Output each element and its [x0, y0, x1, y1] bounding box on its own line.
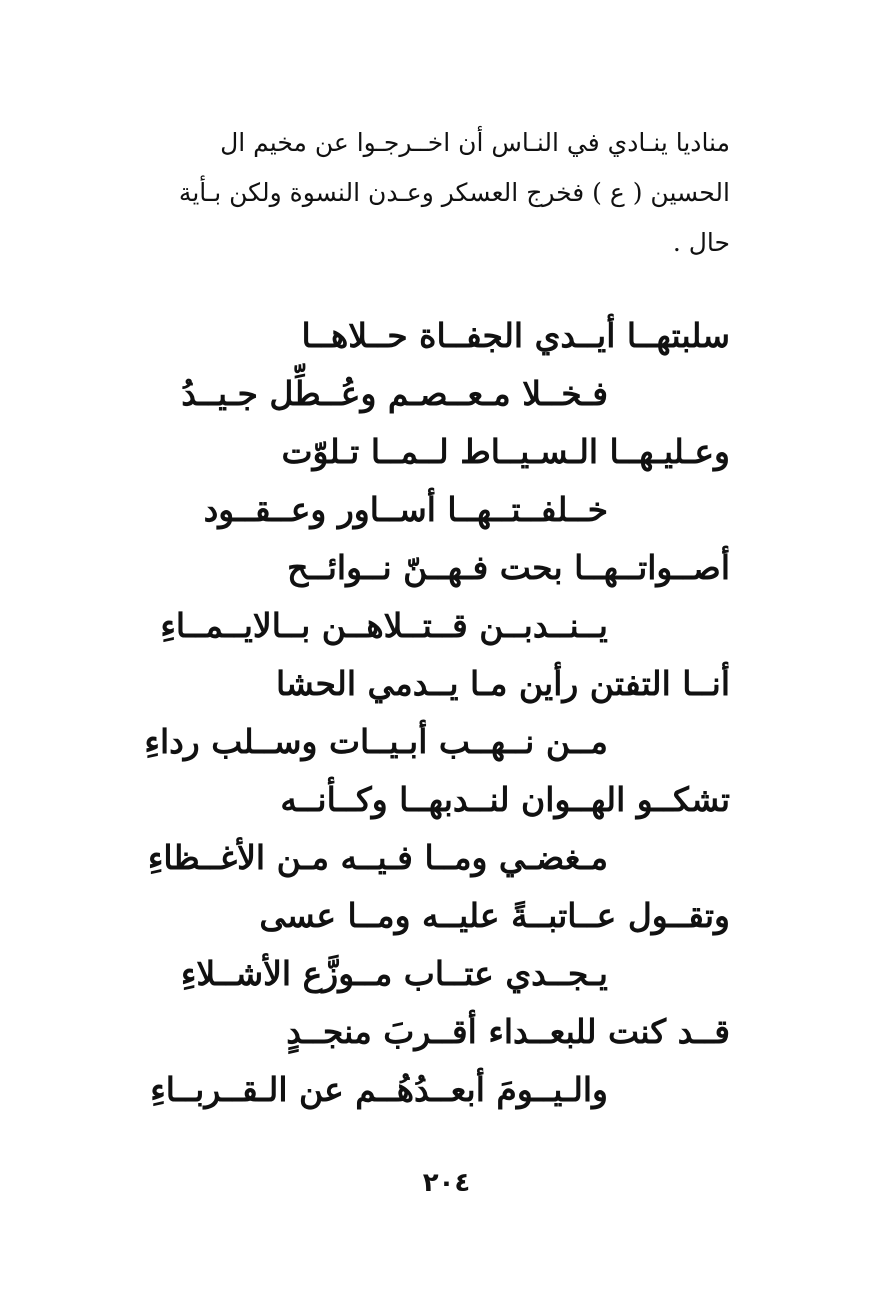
prose-line: مناديا ينـادي في النـاس أن اخــرجـوا عن مخيم ال	[220, 128, 730, 157]
prose-line: حال .	[672, 228, 730, 257]
verse-line: قــد كنت للبعــداء أقــربَ منجــدٍ	[286, 1012, 730, 1051]
prose-paragraph	[118, 118, 730, 268]
verse-line: مـغضـي ومــا فـيــه مـن الأغــظاءِ	[147, 838, 608, 877]
verse-line: خــلفــتــهــا أســاور وعــقــود	[203, 490, 608, 529]
page-number: ٢٠٤	[422, 1168, 471, 1198]
verse-line: وتقــول عــاتبــةً عليــه ومــا عسى	[259, 896, 730, 935]
verse-line: أنــا التفتن رأين مـا يــدمي الحشا	[276, 664, 730, 703]
verse-line: وعـليـهــا الـسـيــاط لــمــا تـلوّت	[281, 432, 730, 471]
verse-line: والـيــومَ أبعــدُهُــم عن الـقــربــاءِ	[150, 1070, 608, 1109]
verse-line: فـخــلا مـعــصـم وعُــطِّل جـيــدُ	[181, 374, 608, 413]
verse-line: يــنــدبــن قــتــلاهــن بــالايــمــاءِ	[160, 606, 608, 645]
verse-line: أصــواتــهــا بحت فـهــنّ نــوائــح	[287, 548, 730, 587]
prose-line: الحسين ( ع ) فخرج العسكر وعـدن النسوة ولكن بـأية	[178, 178, 730, 207]
verse-line: يـجــدي عتــاب مــوزَّع الأشــلاءِ	[180, 954, 608, 993]
verse-line: تشكــو الهــوان لنــدبهــا وكــأنــه	[280, 780, 730, 819]
verse-line: مــن نــهــب أبـيــات وســلب رداءِ	[144, 722, 608, 761]
verse-line: سلبتهــا أيــدي الجفــاة حــلاهــا	[301, 316, 730, 355]
